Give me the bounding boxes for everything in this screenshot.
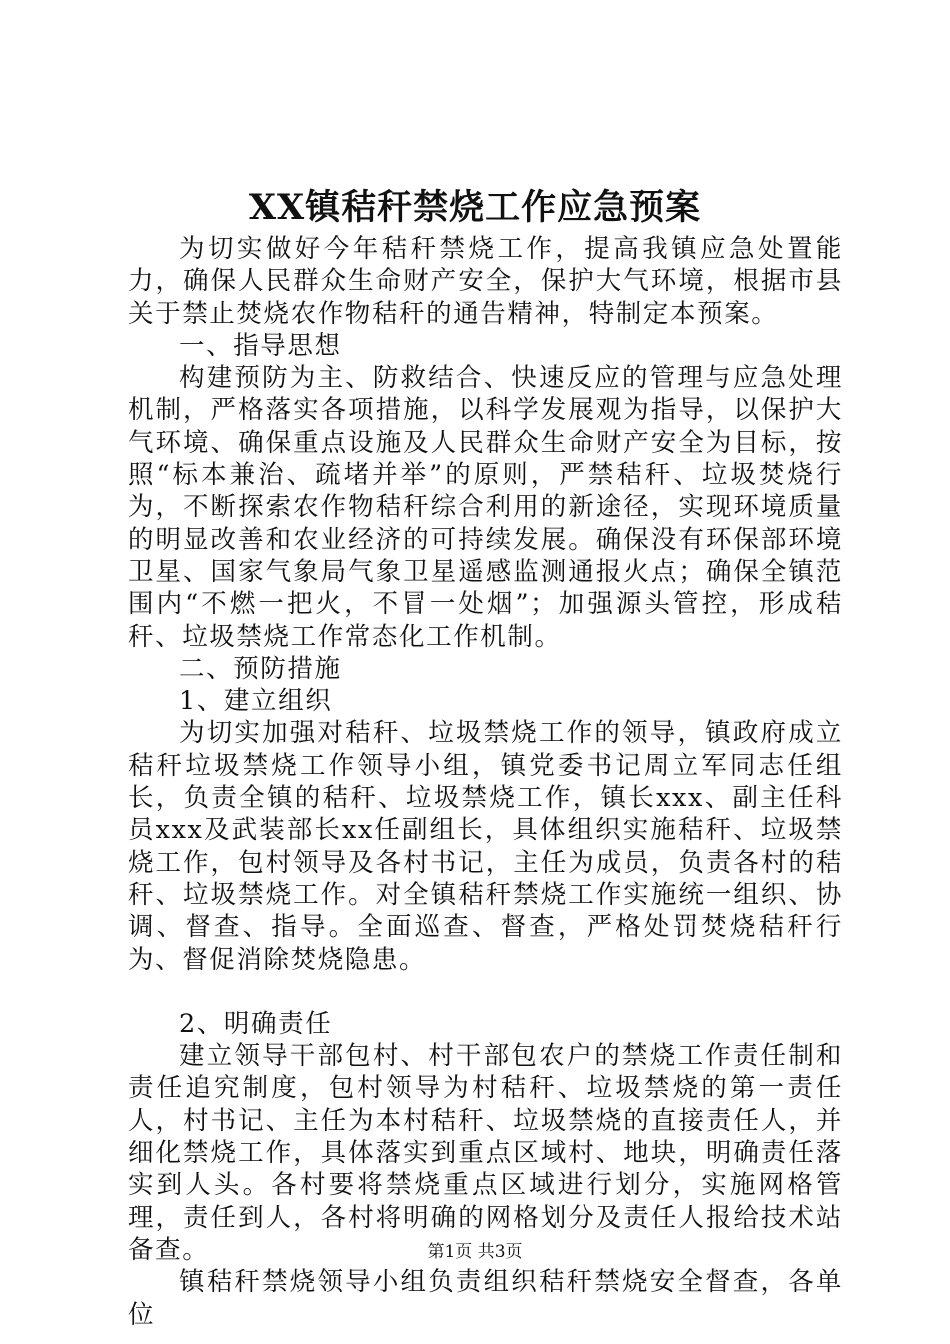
inspection-paragraph: 镇秸秆禁烧领导小组负责组织秸秆禁烧安全督查，各单位 [128,1267,843,1330]
establish-organization-paragraph: 为切实加强对秸秆、垃圾禁烧工作的领导，镇政府成立秸秆垃圾禁烧工作领导小组，镇党委书记周立军同志任组长，负责全镇的秸秆、垃圾禁烧工作，镇长xxx、副主任科员xxx及武装部长xx任副组长，具体组织实施秸秆、垃圾禁烧工作，包村领导及各村书记，主任为成员，负责各村的秸秆、垃圾禁烧工作。对全镇秸秆禁烧工作实施统一组织、协调、督查、指导。全面巡查、督查，严格处罚焚烧秸秆行为、督促消除焚烧隐患。 [128,718,843,975]
document-body [128,233,843,1331]
subheading-clarify-responsibility: 2、明确责任 [179,1008,333,1039]
paragraph-gap [128,976,843,1008]
subheading-establish-organization: 1、建立组织 [179,686,333,717]
page-number-footer: 第1页 共3页 [427,1242,523,1262]
guiding-ideology-paragraph: 构建预防为主、防救结合、快速反应的管理与应急处理机制，严格落实各项措施，以科学发展观为指导，以保护大气环境、确保重点设施及人民群众生命财产安全为目标，按照“标本兼治、疏堵并举”的原则，严禁秸秆、垃圾焚烧行为，不断探索农作物秸秆综合利用的新途径，实现环境质量的明显改善和农业经济的可持续发展。确保没有环保部环境卫星、国家气象局气象卫星遥感监测通报火点；确保全镇范围内“不燃一把火，不冒一处烟”；加强源头管控，形成秸秆、垃圾禁烧工作常态化工作机制。 [128,363,843,652]
clarify-responsibility-paragraph: 建立领导干部包村、村干部包农户的禁烧工作责任制和责任追究制度，包村领导为村秸秆、垃圾禁烧的第一责任人，村书记、主任为本村秸秆、垃圾禁烧的直接责任人，并细化禁烧工作，具体落实到重点区域村、地块，明确责任落实到人头。各村要将禁烧重点区域进行划分，实施网格管理，责任到人，各村将明确的网格划分及责任人报给技术站备查。 [128,1041,843,1265]
intro-paragraph: 为切实做好今年秸秆禁烧工作，提高我镇应急处置能力，确保人民群众生命财产安全，保护大气环境，根据市县关于禁止焚烧农作物秸秆的通告精神，特制定本预案。 [128,234,843,329]
section-heading-guiding-ideology: 一、指导思想 [179,330,342,361]
section-heading-prevention-measures: 二、预防措施 [179,653,342,684]
document-title: XX镇秸秆禁烧工作应急预案 [248,187,702,228]
